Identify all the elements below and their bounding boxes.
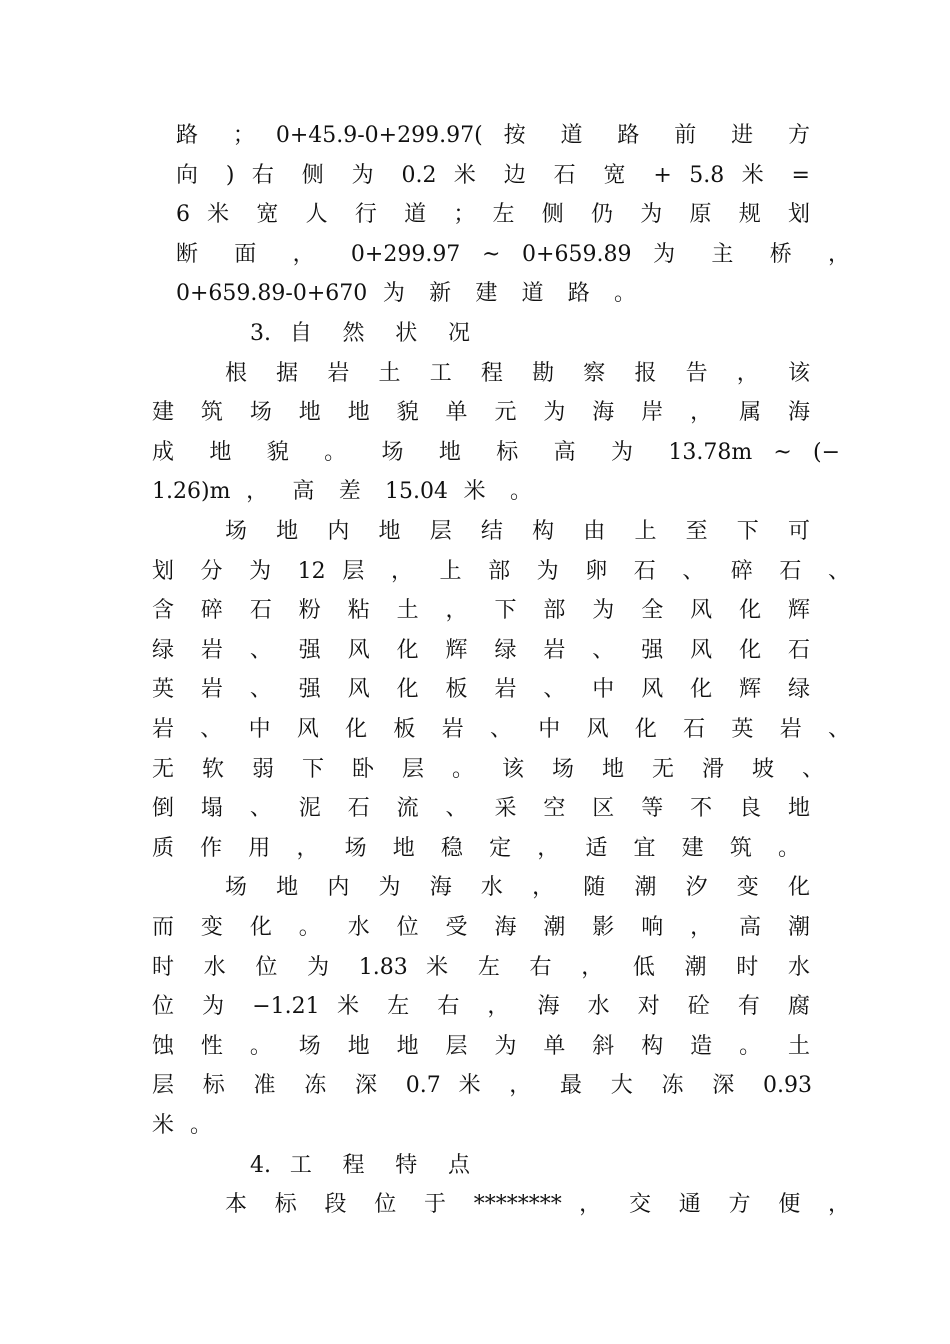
- text-line: 路 ； 0+45.9-0+299.97( 按 道 路 前 进 方: [176, 123, 810, 148]
- text-line: 根 据 岩 土 工 程 勘 察 报 告 ， 该: [225, 360, 810, 386]
- text-line: 建 筑 场 地 地 貌 单 元 为 海 岸 ， 属 海: [152, 400, 810, 426]
- text-line: 蚀 性 。 场 地 地 层 为 单 斜 构 造 。 土: [152, 1033, 810, 1059]
- text-line: 质 作 用 ， 场 地 稳 定 ， 适 宜 建 筑 。: [152, 835, 800, 861]
- text-line: 米 。: [152, 1113, 212, 1138]
- text-line: 1.26)m ， 高 差 15.04 米 。: [152, 479, 532, 505]
- text-line: 而 变 化 。 水 位 受 海 潮 影 响 ， 高 潮: [152, 915, 810, 940]
- text-line: 绿 岩 、 强 风 化 辉 绿 岩 、 强 风 化 石: [152, 637, 810, 663]
- text-line: 成 地 貌 。 场 地 标 高 为 13.78m ~ (−: [152, 439, 840, 465]
- text-line: 0+659.89-0+670 为 新 建 道 路 。: [176, 281, 636, 307]
- text-line: 场 地 内 为 海 水 ， 随 潮 汐 变 化: [225, 875, 810, 901]
- text-line: 英 岩 、 强 风 化 板 岩 、 中 风 化 辉 绿: [152, 677, 810, 703]
- text-line: 断 面 ， 0+299.97 ~ 0+659.89 为 主 桥 ，: [176, 241, 850, 267]
- text-line: 含 碎 石 粉 粘 土 ， 下 部 为 全 风 化 辉: [152, 598, 810, 624]
- text-line: 6 米 宽 人 行 道 ； 左 侧 仍 为 原 规 划: [176, 202, 810, 228]
- text-line: 3. 自 然 状 况: [250, 321, 470, 346]
- text-line: 倒 塌 、 泥 石 流 、 采 空 区 等 不 良 地: [152, 796, 810, 822]
- text-line: 划 分 为 12 层 ， 上 部 为 卵 石 、 碎 石 、: [152, 558, 850, 584]
- text-line: 场 地 内 地 层 结 构 由 上 至 下 可: [225, 519, 810, 544]
- text-line: 向 ) 右 侧 为 0.2 米 边 石 宽 + 5.8 米 =: [176, 162, 810, 188]
- text-line: 岩 、 中 风 化 板 岩 、 中 风 化 石 英 岩 、: [152, 717, 850, 742]
- text-line: 位 为 −1.21 米 左 右 ， 海 水 对 砼 有 腐: [152, 994, 810, 1020]
- text-line: 本 标 段 位 于 ******** ， 交 通 方 便 ，: [225, 1192, 850, 1218]
- text-line: 无 软 弱 下 卧 层 。 该 场 地 无 滑 坡 、: [152, 756, 824, 782]
- text-line: 层 标 准 冻 深 0.7 米 ， 最 大 冻 深 0.93: [152, 1073, 812, 1099]
- text-line: 4. 工 程 特 点: [250, 1152, 470, 1178]
- text-line: 时 水 位 为 1.83 米 左 右 ， 低 潮 时 水: [152, 954, 810, 980]
